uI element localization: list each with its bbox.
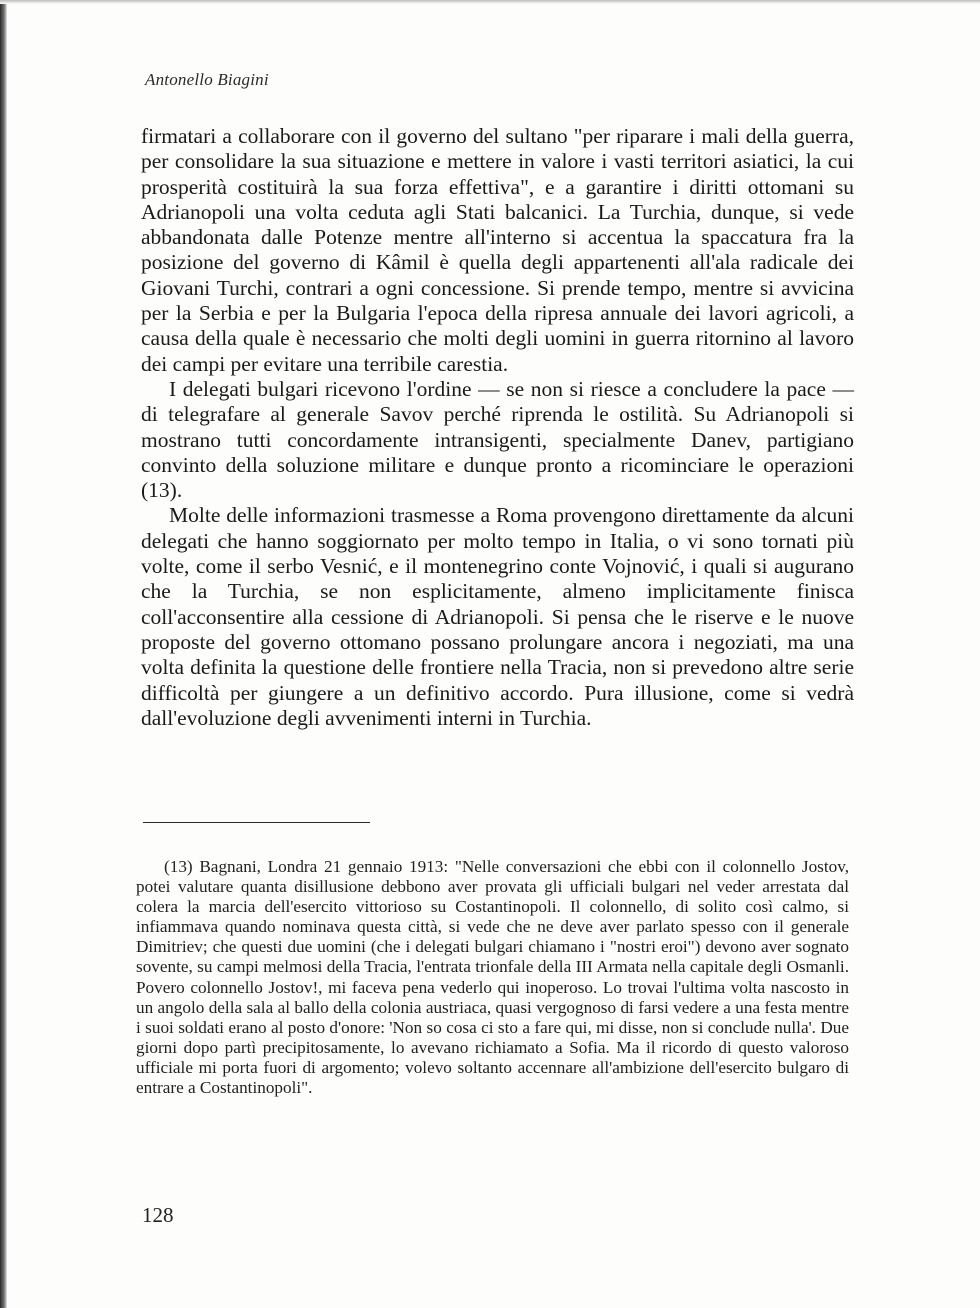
scan-top-shadow <box>0 0 980 4</box>
running-head-author: Antonello Biagini <box>145 70 269 89</box>
main-text <box>141 124 854 731</box>
page-number: 128 <box>142 1203 174 1227</box>
scan-edge-shadow <box>0 0 7 1308</box>
body-paragraph-2: I delegati bulgari ricevono l'ordine — se non si riesce a concludere la pace — di telegrafare al generale Savov perché riprenda le ostilità. Su Adrianopoli si mostrano tutti concordamente intransigenti, specialmente Danev, partigiano convinto della soluzione militare e dunque pronto a ricominciare le operazioni (13). <box>141 376 854 503</box>
footnote-separator <box>143 822 370 823</box>
body-paragraph-1: firmatari a collaborare con il governo del sultano "per riparare i mali della guerra, per consolidare la sua situazione e mettere in valore i vasti territori asiatici, la cui prosperità costituirà la sua forza effettiva", e a garantire i diritti ottomani su Adrianopoli una volta ceduta agli Stati balcanici. La Turchia, dunque, si vede abbandonata dalle Potenze mentre all'interno si accentua la spaccatura fra la posizione del governo di Kâmil è quella degli appartenenti all'ala radicale dei Giovani Turchi, contrari a ogni concessione. Si prende tempo, mentre si avvicina per la Serbia e per la Bulgaria l'epoca della ripresa annuale dei lavori agricoli, a causa della quale è necessario che molti degli uomini in guerra ritornino al lavoro dei campi per evitare una terribile carestia. <box>141 124 854 376</box>
footnotes <box>136 857 849 1098</box>
body-paragraph-3: Molte delle informazioni trasmesse a Roma provengono direttamente da alcuni delegati che hanno soggiornato per molto tempo in Italia, o vi sono tornati più volte, come il serbo Vesnić, e il montenegrino conte Vojnović, i quali si augurano che la Turchia, se non esplicitamente, almeno implicitamente finisca coll'acconsentire alla cessione di Adrianopoli. Si pensa che le riserve e le nuove proposte del governo ottomano possano prolungare ancora i negoziati, ma una volta definita la questione delle frontiere nella Tracia, non si prevedono altre serie difficoltà per giungere a un definitivo accordo. Pura illusione, come si vedrà dall'evoluzione degli avvenimenti interni in Turchia. <box>141 503 854 730</box>
footnote-13: (13) Bagnani, Londra 21 gennaio 1913: "Nelle conversazioni che ebbi con il colonnello Jostov, potei valutare quanta disillusione debbono aver provata gli ufficiali bulgari nel veder arrestata dal colera la marcia dell'esercito vittorioso su Costantinopoli. Il colonnello, di solito così calmo, si infiammava quando nominava questa città, si vede che ne deve aver parlato spesso con il generale Dimitriev; che questi due uomini (che i delegati bulgari chiamano i "nostri eroi") devono aver sognato sovente, su campi melmosi della Tracia, l'entrata trionfale della III Armata nella capitale degli Osmanli. Povero colonnello Jostov!, mi faceva pena vederlo qui inoperoso. Lo trovai l'ultima volta nascosto in un angolo della sala al ballo della colonia austriaca, quasi vergognoso di farsi vedere a una festa mentre i suoi soldati erano al posto d'onore: 'Non so cosa ci sto a fare qui, mi disse, non si conclude nulla'. Due giorni dopo partì precipitosamente, lo avevano richiamato a Sofia. Ma il ricordo di questo valoroso ufficiale mi porta fuori di argomento; volevo soltanto accennare all'ambizione dell'esercito bulgaro di entrare a Costantinopoli". <box>136 857 849 1098</box>
